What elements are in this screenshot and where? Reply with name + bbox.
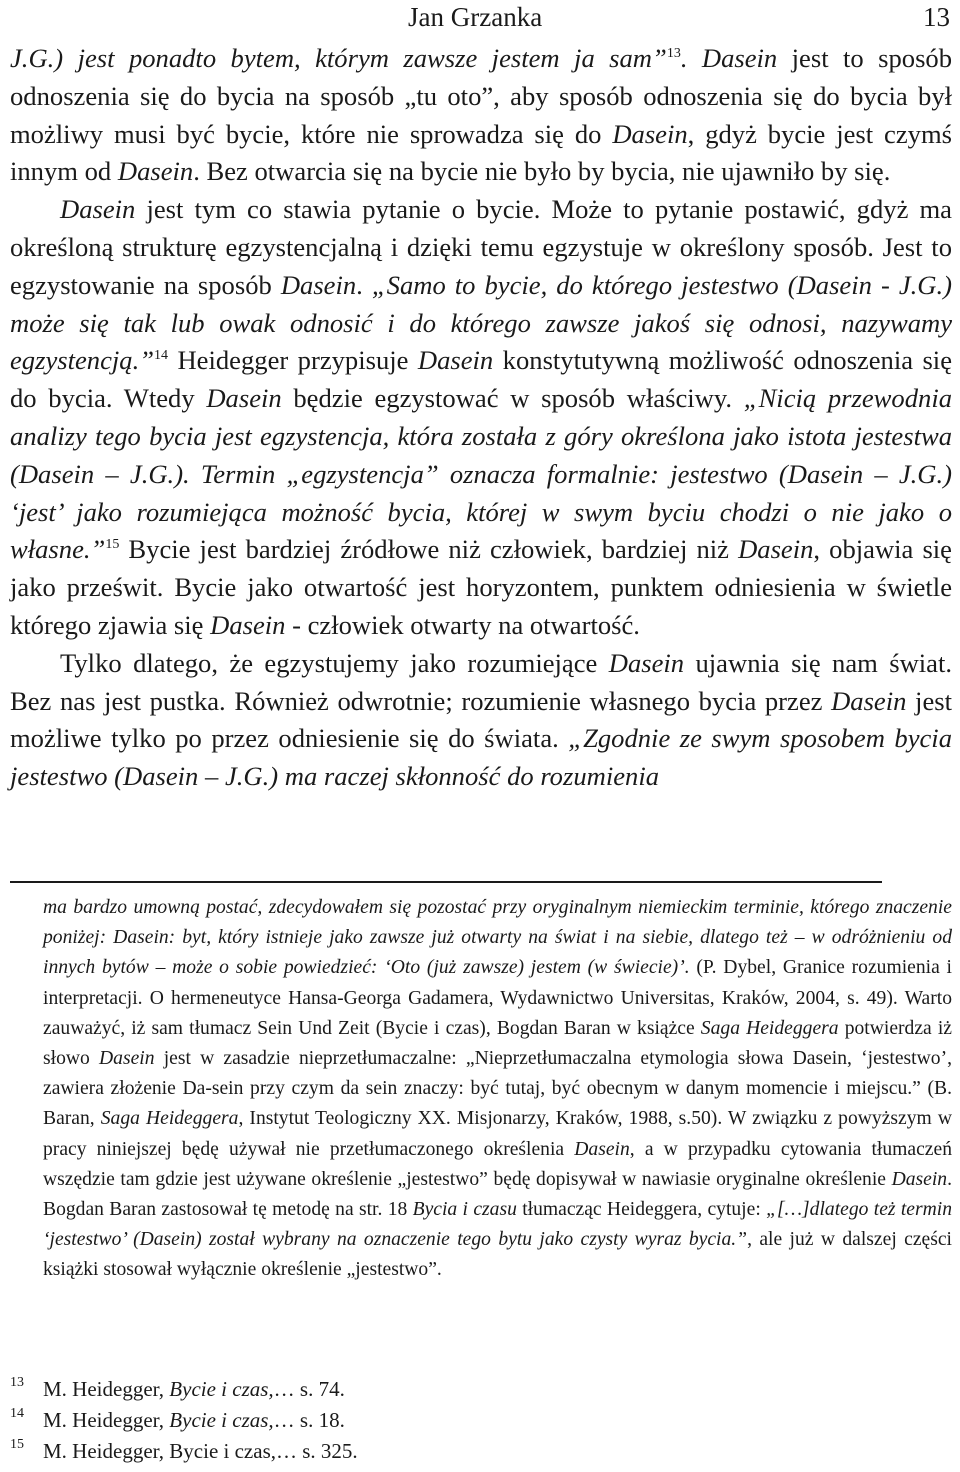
text-run: , ale już w dalszej części książki stosował wyłącznie określenie „jestestwo”. — [43, 1229, 952, 1281]
text-run: ujawnia się nam świat. Bez nas jest pustka. Również odwrotnie; rozumienie własnego bycia przez — [10, 647, 953, 716]
paragraph-2 — [10, 191, 952, 645]
text-run: Saga Heideggera — [700, 1017, 839, 1039]
text-run: jest tym co stawia pytanie o bycie. Może to pytanie postawić, gdyż ma określoną strukturę egzystencjalną i dzięki temu egzystuje w określony sposób. Jest to egzystowanie na sposób — [10, 194, 952, 300]
text-run: Bycia i czasu — [412, 1199, 517, 1221]
text-run: … s. 18. — [273, 1408, 345, 1432]
text-run: Dasein — [206, 383, 282, 414]
text-run: . — [356, 269, 372, 300]
footnote-15 — [10, 1436, 952, 1466]
text-run: M. Heidegger, Bycie i czas,… s. 325. — [43, 1439, 358, 1463]
text-run: konstytutywną możliwość odnoszenia się do bycia. Wtedy — [10, 345, 952, 414]
text-run: Dasein — [574, 1138, 630, 1160]
text-run: Dasein — [210, 609, 286, 640]
text-run: ma bardzo umowną postać, zdecydowałem się pozostać przy oryginalnym niemieckim terminie, którego znaczenie poniżej: Dasein: byt, który istnieje jako zawsze już otwarty na świat i na siebie, dlatego też – w odróżnieniu od innych bytów – może o sobie powiedzieć: ‘Oto (już zawsze) jestem (w świecie)’. — [43, 897, 952, 979]
footnote-14 — [10, 1405, 952, 1435]
text-run: M. Heidegger, — [43, 1377, 170, 1401]
text-run: „Nicią przewodnia analizy tego bycia jest egzystencja, która została z góry określona jako istota jestestwa (Dasein – J.G.). Termin „egzystencja” oznacza formalnie: jestestwo (Dasein – J.G.) ‘jest’ jako rozumiejąca możność bycia, której w swym byciu chodzi o nie jako o własne.” — [10, 383, 952, 565]
text-run: „[…]dlatego też termin ‘jestestwo’ (Dasein) został wybrany na oznaczenie tego bytu jako czysty wyraz bycia.” — [43, 1199, 953, 1251]
text-run: M. Heidegger, — [43, 1408, 170, 1432]
paragraph-1 — [10, 40, 952, 191]
footnote-ref: 14 — [154, 348, 169, 364]
running-header-author: Jan Grzanka — [408, 2, 543, 32]
text-run: (P. Dybel, Granice rozumienia i interpretacji. O hermeneutyce Hansa-Georga Gadamera, Wydawnictwo Universitas, Kraków, 2004, s. 49). Warto zauważyć, iż sam tłumacz Sein Und Zeit (Bycie i czas), Bogdan Baran w książce — [43, 957, 952, 1039]
footnote-ref: 15 — [105, 537, 120, 553]
footnote-continuation — [43, 893, 952, 1286]
text-run: tłumacząc Heideggera, cytuje: — [516, 1199, 767, 1221]
text-run: Dasein — [612, 118, 688, 149]
text-run: „Samo to bycie, do którego jestestwo (Dasein - J.G.) może się tak lub owak odnosić i do którego zawsze jakoś się odnosi, nazywamy egzystencją.” — [10, 269, 952, 376]
paragraph-3 — [10, 645, 952, 796]
footnote-continuation-text — [43, 893, 952, 1286]
text-run: jest to sposób odnoszenia się do bycia na sposób „tu oto”, aby sposób odnoszenia się do bycia był możliwy musi być bycie, które nie sprowadza się do — [10, 43, 953, 149]
text-run: - człowiek otwarty na otwartość. — [285, 609, 640, 640]
text-run: Dasein — [608, 647, 685, 678]
text-run: . Bez otwarcia się na bycie nie było by bycia, nie ujawniło by się. — [193, 156, 891, 187]
text-run: , Instytut Teologiczny XX. Misjonarzy, Kraków, 1988, s.50). W związku z powyższym w pracy niniejszej będę używał nie przetłumaczonego określenia — [43, 1108, 952, 1160]
footnote-number: 13 — [10, 1375, 24, 1390]
text-run: Dasein — [280, 269, 357, 300]
footnote-ref: 13 — [666, 46, 681, 62]
text-run: Dasein — [417, 345, 494, 376]
text-run: , objawia się jako prześwit. Bycie jako otwartość jest horyzontem, punktem odniesienia w świetle którego zjawia się — [10, 534, 952, 640]
text-run: Dasein — [891, 1168, 948, 1190]
text-run: Bycie i czas, — [169, 1408, 274, 1432]
text-run: … s. 74. — [273, 1377, 345, 1401]
footnote-number: 14 — [10, 1406, 24, 1421]
text-run: jest możliwe tylko po przez odniesienie się do świata. — [10, 685, 952, 754]
text-run: Dasein — [117, 156, 194, 187]
text-run: jest w zasadzie nieprzetłumaczalne: „Nieprzetłumaczalna etymologia słowa Dasein, ‘jestestwo’, zawiera złożenie Da-sein przy czym da sein znaczy: być tutaj, być obecnym w danym momencie i miejscu.” (B. Baran, — [43, 1048, 952, 1130]
text-run: Dasein — [60, 194, 136, 225]
page-header — [0, 0, 960, 34]
text-run: potwierdza iż słowo — [43, 1017, 952, 1070]
text-run: Saga Heideggera — [100, 1108, 239, 1130]
text-run: , a w przypadku cytowania tłumaczeń wszędzie tam gdzie jest używane określenie „jestestwo” będę dopisywał w nawiasie oryginalne określenie — [43, 1138, 952, 1190]
text-run: „Zgodnie ze swym sposobem bycia jestestwo (Dasein – J.G.) ma raczej skłonność do rozumienia — [10, 723, 952, 792]
text-run: Dasein — [99, 1048, 155, 1070]
text-run: Dasein — [701, 43, 778, 73]
text-run: Bycie i czas, — [169, 1377, 274, 1401]
footnote-number: 15 — [10, 1437, 24, 1452]
main-text — [10, 40, 952, 796]
text-run: J.G.) jest ponadto bytem, którym zawsze jestem ja sam” — [10, 43, 667, 73]
text-run: . — [680, 43, 702, 73]
text-run: Heidegger przypisuje — [168, 345, 418, 376]
footnote-13 — [10, 1374, 952, 1404]
footnote-text — [43, 1436, 358, 1466]
text-run: Dasein — [738, 534, 814, 565]
text-run: Bycie jest bardziej źródłowe niż człowiek, bardziej niż — [119, 534, 739, 565]
footnote-separator — [10, 881, 882, 883]
text-run: , gdyż bycie jest czymś innym od — [10, 118, 952, 187]
text-run: Dasein — [831, 685, 907, 716]
footnote-text — [43, 1374, 345, 1404]
page-number: 13 — [923, 2, 950, 32]
text-run: będzie egzystować w sposób właściwy. — [281, 383, 744, 414]
footnote-text — [43, 1405, 345, 1435]
text-run: . Bogdan Baran zastosował tę metodę na str. 18 — [43, 1168, 952, 1221]
text-run: Tylko dlatego, że egzystujemy jako rozumiejące — [60, 647, 609, 678]
